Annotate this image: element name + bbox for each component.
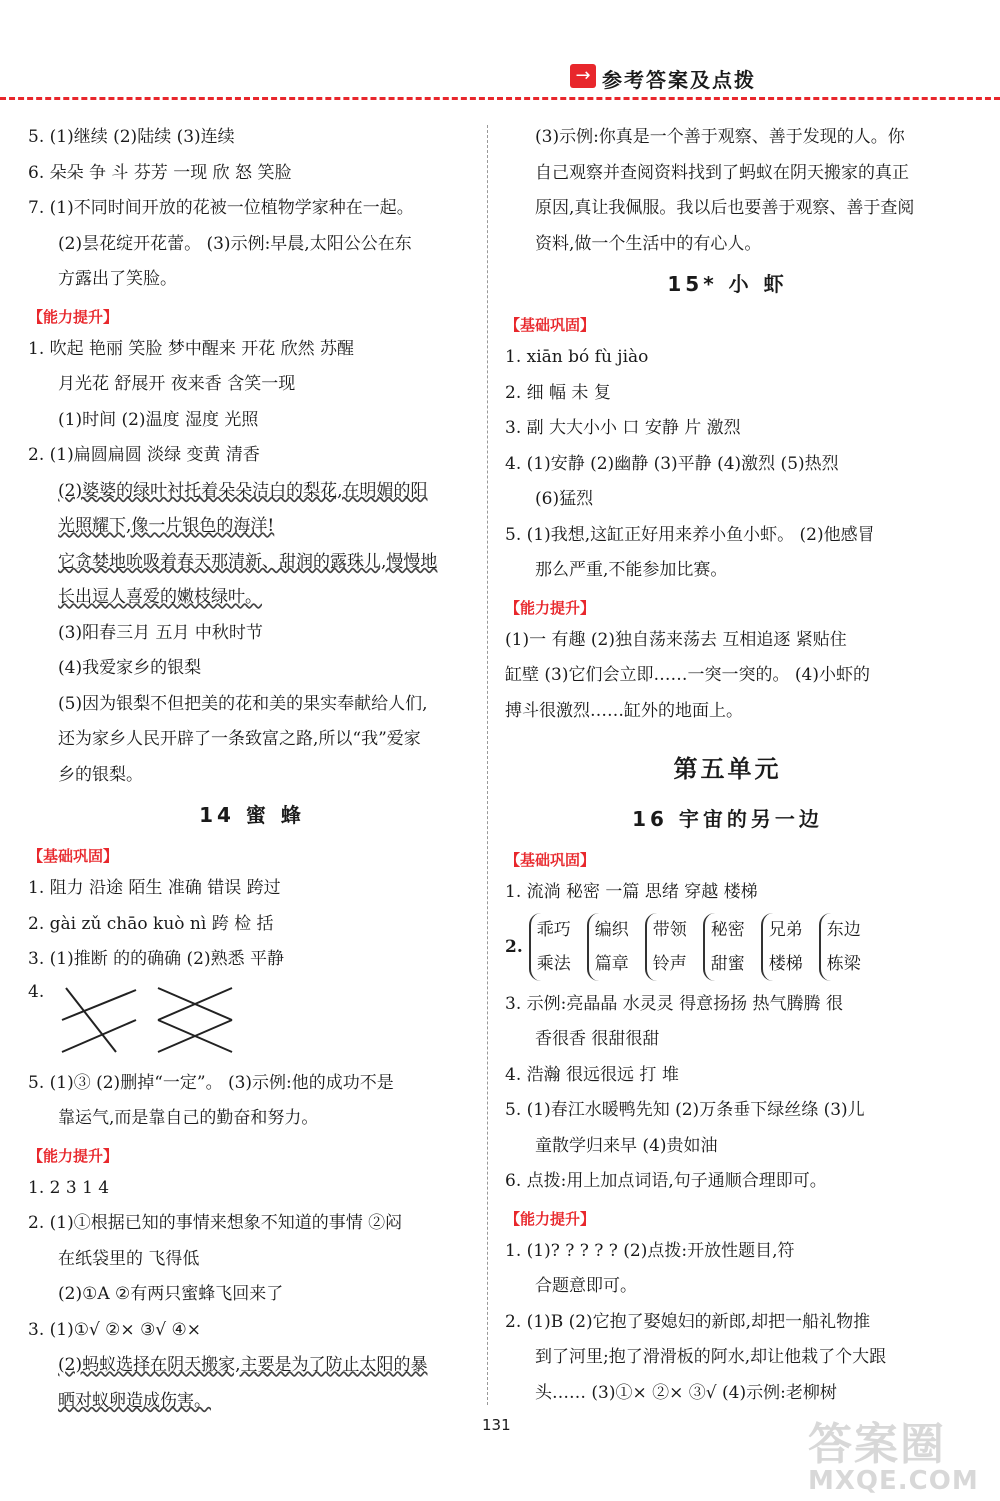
answer-line: (3)阳春三月 五月 中秋时节	[58, 622, 263, 643]
lesson-title: 14 蜜 蜂	[199, 803, 305, 827]
unit-title: 第五单元	[673, 755, 782, 783]
answer-line	[28, 1384, 476, 1420]
answer-line: 方露出了笑脸。	[58, 269, 177, 289]
answer-line: (1)时间 (2)温度 湿度 光照	[58, 409, 259, 430]
lesson-title: 16 宇宙的另一边	[632, 807, 823, 831]
brace-word: 篇章	[594, 953, 629, 974]
brace-word: 乘法	[536, 953, 571, 974]
answer-line: 头…… (3)①× ②× ③√ (4)示例:老柳树	[535, 1382, 837, 1403]
brace-word: 乖巧	[536, 919, 571, 940]
brace-word: 秘密	[710, 919, 745, 940]
question-number: 4.	[28, 981, 45, 1002]
section-tag-basic: 【基础巩固】	[505, 851, 596, 869]
brace-word: 兄弟	[768, 919, 803, 940]
page-header-title: 参考答案及点拨	[602, 68, 756, 92]
answer-line: 3. (1)①√ ②× ③√ ④×	[28, 1319, 202, 1340]
right-column	[505, 120, 950, 1411]
section-tag-ability: 【能力提升】	[28, 307, 119, 326]
answer-line: (5)因为银梨不但把美的花和美的果实奉献给人们,	[58, 693, 428, 714]
brace-word: 带领	[652, 919, 687, 940]
answer-line: 5. (1)③ (2)删掉“一定”。 (3)示例:他的成功不是	[28, 1072, 394, 1093]
answer-line: 2. 细 幅 未 复	[505, 382, 611, 403]
answer-line: 5. (1)继续 (2)陆续 (3)连续	[28, 127, 235, 147]
section-tag-basic: 【基础巩固】	[505, 316, 596, 334]
answer-line: 1. 流淌 秘密 一篇 思绪 穿越 楼梯	[505, 882, 758, 902]
answer-line: (4)我爱家乡的银梨	[58, 658, 202, 678]
answer-line: 4. (1)安静 (2)幽静 (3)平静 (4)激烈 (5)热烈	[505, 453, 839, 474]
answer-line: 在纸袋里的 飞得低	[58, 1248, 200, 1269]
answer-line: 6. 朵朵 争 斗 芬芳 一现 欣 怒 笑脸	[28, 162, 292, 183]
answer-line: (6)猛烈	[535, 489, 594, 509]
answer-line: 合题意即可。	[535, 1276, 637, 1296]
column-divider	[487, 125, 488, 1405]
matching-lines-diagram	[56, 980, 256, 1058]
brace-word: 栋梁	[826, 953, 861, 974]
answer-line	[28, 580, 476, 616]
answer-line: (3)示例:你真是一个善于观察、善于发现的人。你	[535, 127, 905, 147]
brace-word: 编织	[594, 919, 629, 940]
lesson-title: 15* 小 虾	[667, 272, 788, 296]
watermark-logo	[808, 1408, 990, 1496]
answer-line: 1. xiān bó fù jiào	[505, 347, 649, 367]
brace-word: 甜蜜	[710, 953, 745, 974]
brace-group	[703, 913, 745, 981]
brace-group	[761, 913, 803, 981]
answer-line: 缸壁 (3)它们会立即……一突一突的。 (4)小虾的	[505, 665, 870, 685]
watermark-text: 答案圈	[808, 1419, 946, 1470]
answer-line: 资料,做一个生活中的有心人。	[535, 233, 762, 254]
brace-word: 铃声	[652, 953, 687, 974]
brace-group	[819, 913, 861, 981]
answer-line: 2. (1)B (2)它抱了娶媳妇的新郎,却把一船礼物推	[505, 1311, 871, 1332]
answer-line: 1. 阻力 沿途 陌生 准确 错误 跨过	[28, 878, 281, 898]
answer-line: (2)①A ②有两只蜜蜂飞回来了	[58, 1284, 284, 1304]
answer-line: 靠运气,而是靠自己的勤奋和努力。	[58, 1108, 319, 1128]
underlined-text: (2)蚂蚁选择在阴天搬家,主要是为了防止太阳的暴	[58, 1355, 428, 1375]
underlined-text: 它贪婪地吮吸着春天那清新、甜润的露珠儿,慢慢地	[58, 551, 438, 572]
answer-line: 乡的银梨。	[58, 764, 143, 785]
brace-group	[587, 913, 629, 981]
header-divider	[0, 97, 1000, 100]
answer-line	[28, 509, 476, 545]
brace-word: 东边	[826, 919, 861, 940]
underlined-text: (2)婆婆的绿叶衬托着朵朵洁白的梨花,在明媚的阳	[58, 480, 428, 501]
answer-line: 香很香 很甜很甜	[535, 1029, 660, 1049]
section-tag-ability: 【能力提升】	[505, 1209, 596, 1228]
answer-line: 3. (1)推断 的的确确 (2)熟悉 平静	[28, 949, 284, 969]
brace-group	[529, 913, 571, 981]
answer-line: 1. 吹起 艳丽 笑脸 梦中醒来 开花 欣然 苏醒	[28, 338, 355, 359]
answer-line: 搏斗很激烈……缸外的地面上。	[505, 700, 743, 721]
answer-line: 3. 示例:亮晶晶 水灵灵 得意扬扬 热气腾腾 很	[505, 993, 843, 1014]
answer-line: 4. 浩瀚 很远很远 打 堆	[505, 1064, 679, 1085]
answer-line: (2)昙花绽开花蕾。 (3)示例:早晨,太阳公公在东	[58, 233, 412, 254]
answer-line: 月光花 舒展开 夜来香 含笑一现	[58, 374, 296, 394]
answer-line: 5. (1)我想,这缸正好用来养小鱼小虾。 (2)他感冒	[505, 524, 875, 545]
brace-word: 楼梯	[768, 953, 803, 974]
underlined-text: 晒对蚁卵造成伤害。	[58, 1390, 211, 1411]
page-number: 131	[482, 1416, 511, 1434]
answer-line: 6. 点拨:用上加点词语,句子通顺合理即可。	[505, 1171, 827, 1191]
answer-line: 5. (1)春江水暖鸭先知 (2)万条垂下绿丝绦 (3)儿	[505, 1100, 865, 1120]
arrow-icon: →	[570, 64, 596, 88]
answer-line	[28, 1348, 476, 1384]
answer-line	[28, 474, 476, 510]
answer-line: 童散学归来早 (4)贵如油	[535, 1135, 718, 1156]
section-tag-ability: 【能力提升】	[505, 598, 596, 617]
question-number: 2.	[505, 936, 523, 957]
underlined-text: 长出逗人喜爱的嫩枝绿叶。	[58, 587, 262, 607]
underlined-text: 光照耀下,像一片银色的海洋!	[58, 516, 275, 536]
answer-line: 2. gài zǔ chāo kuò nì 跨 检 括	[28, 913, 274, 934]
answer-line: 自己观察并查阅资料找到了蚂蚁在阴天搬家的真正	[535, 162, 909, 183]
brace-group	[645, 913, 687, 981]
answer-line: 2. (1)①根据已知的事情来想象不知道的事情 ②闷	[28, 1213, 403, 1233]
answer-line: 到了河里;抱了滑滑板的阿水,却让他栽了个大跟	[535, 1347, 887, 1367]
section-tag-ability: 【能力提升】	[28, 1146, 119, 1165]
answer-line	[28, 545, 476, 581]
answer-line: 原因,真让我佩服。我以后也要善于观察、善于查阅	[535, 198, 915, 218]
watermark-url: MXQE.COM	[808, 1466, 979, 1496]
brace-groups-row	[505, 913, 950, 981]
left-column	[28, 120, 476, 1419]
answer-line: (1)一 有趣 (2)独自荡来荡去 互相追逐 紧贴住	[505, 629, 847, 650]
matching-lines	[28, 980, 476, 1058]
answer-line: 1. 2 3 1 4	[28, 1177, 110, 1198]
answer-line: 7. (1)不同时间开放的花被一位植物学家种在一起。	[28, 198, 414, 218]
section-tag-basic: 【基础巩固】	[28, 847, 119, 865]
answer-line: 1. (1)? ? ? ? ? (2)点拨:开放性题目,符	[505, 1240, 795, 1261]
answer-line: 3. 副 大大小小 口 安静 片 激烈	[505, 418, 741, 438]
answer-line: 2. (1)扁圆扁圆 淡绿 变黄 清香	[28, 445, 260, 465]
answer-line: 那么严重,不能参加比赛。	[535, 560, 728, 580]
answer-line: 还为家乡人民开辟了一条致富之路,所以“我”爱家	[58, 729, 421, 749]
